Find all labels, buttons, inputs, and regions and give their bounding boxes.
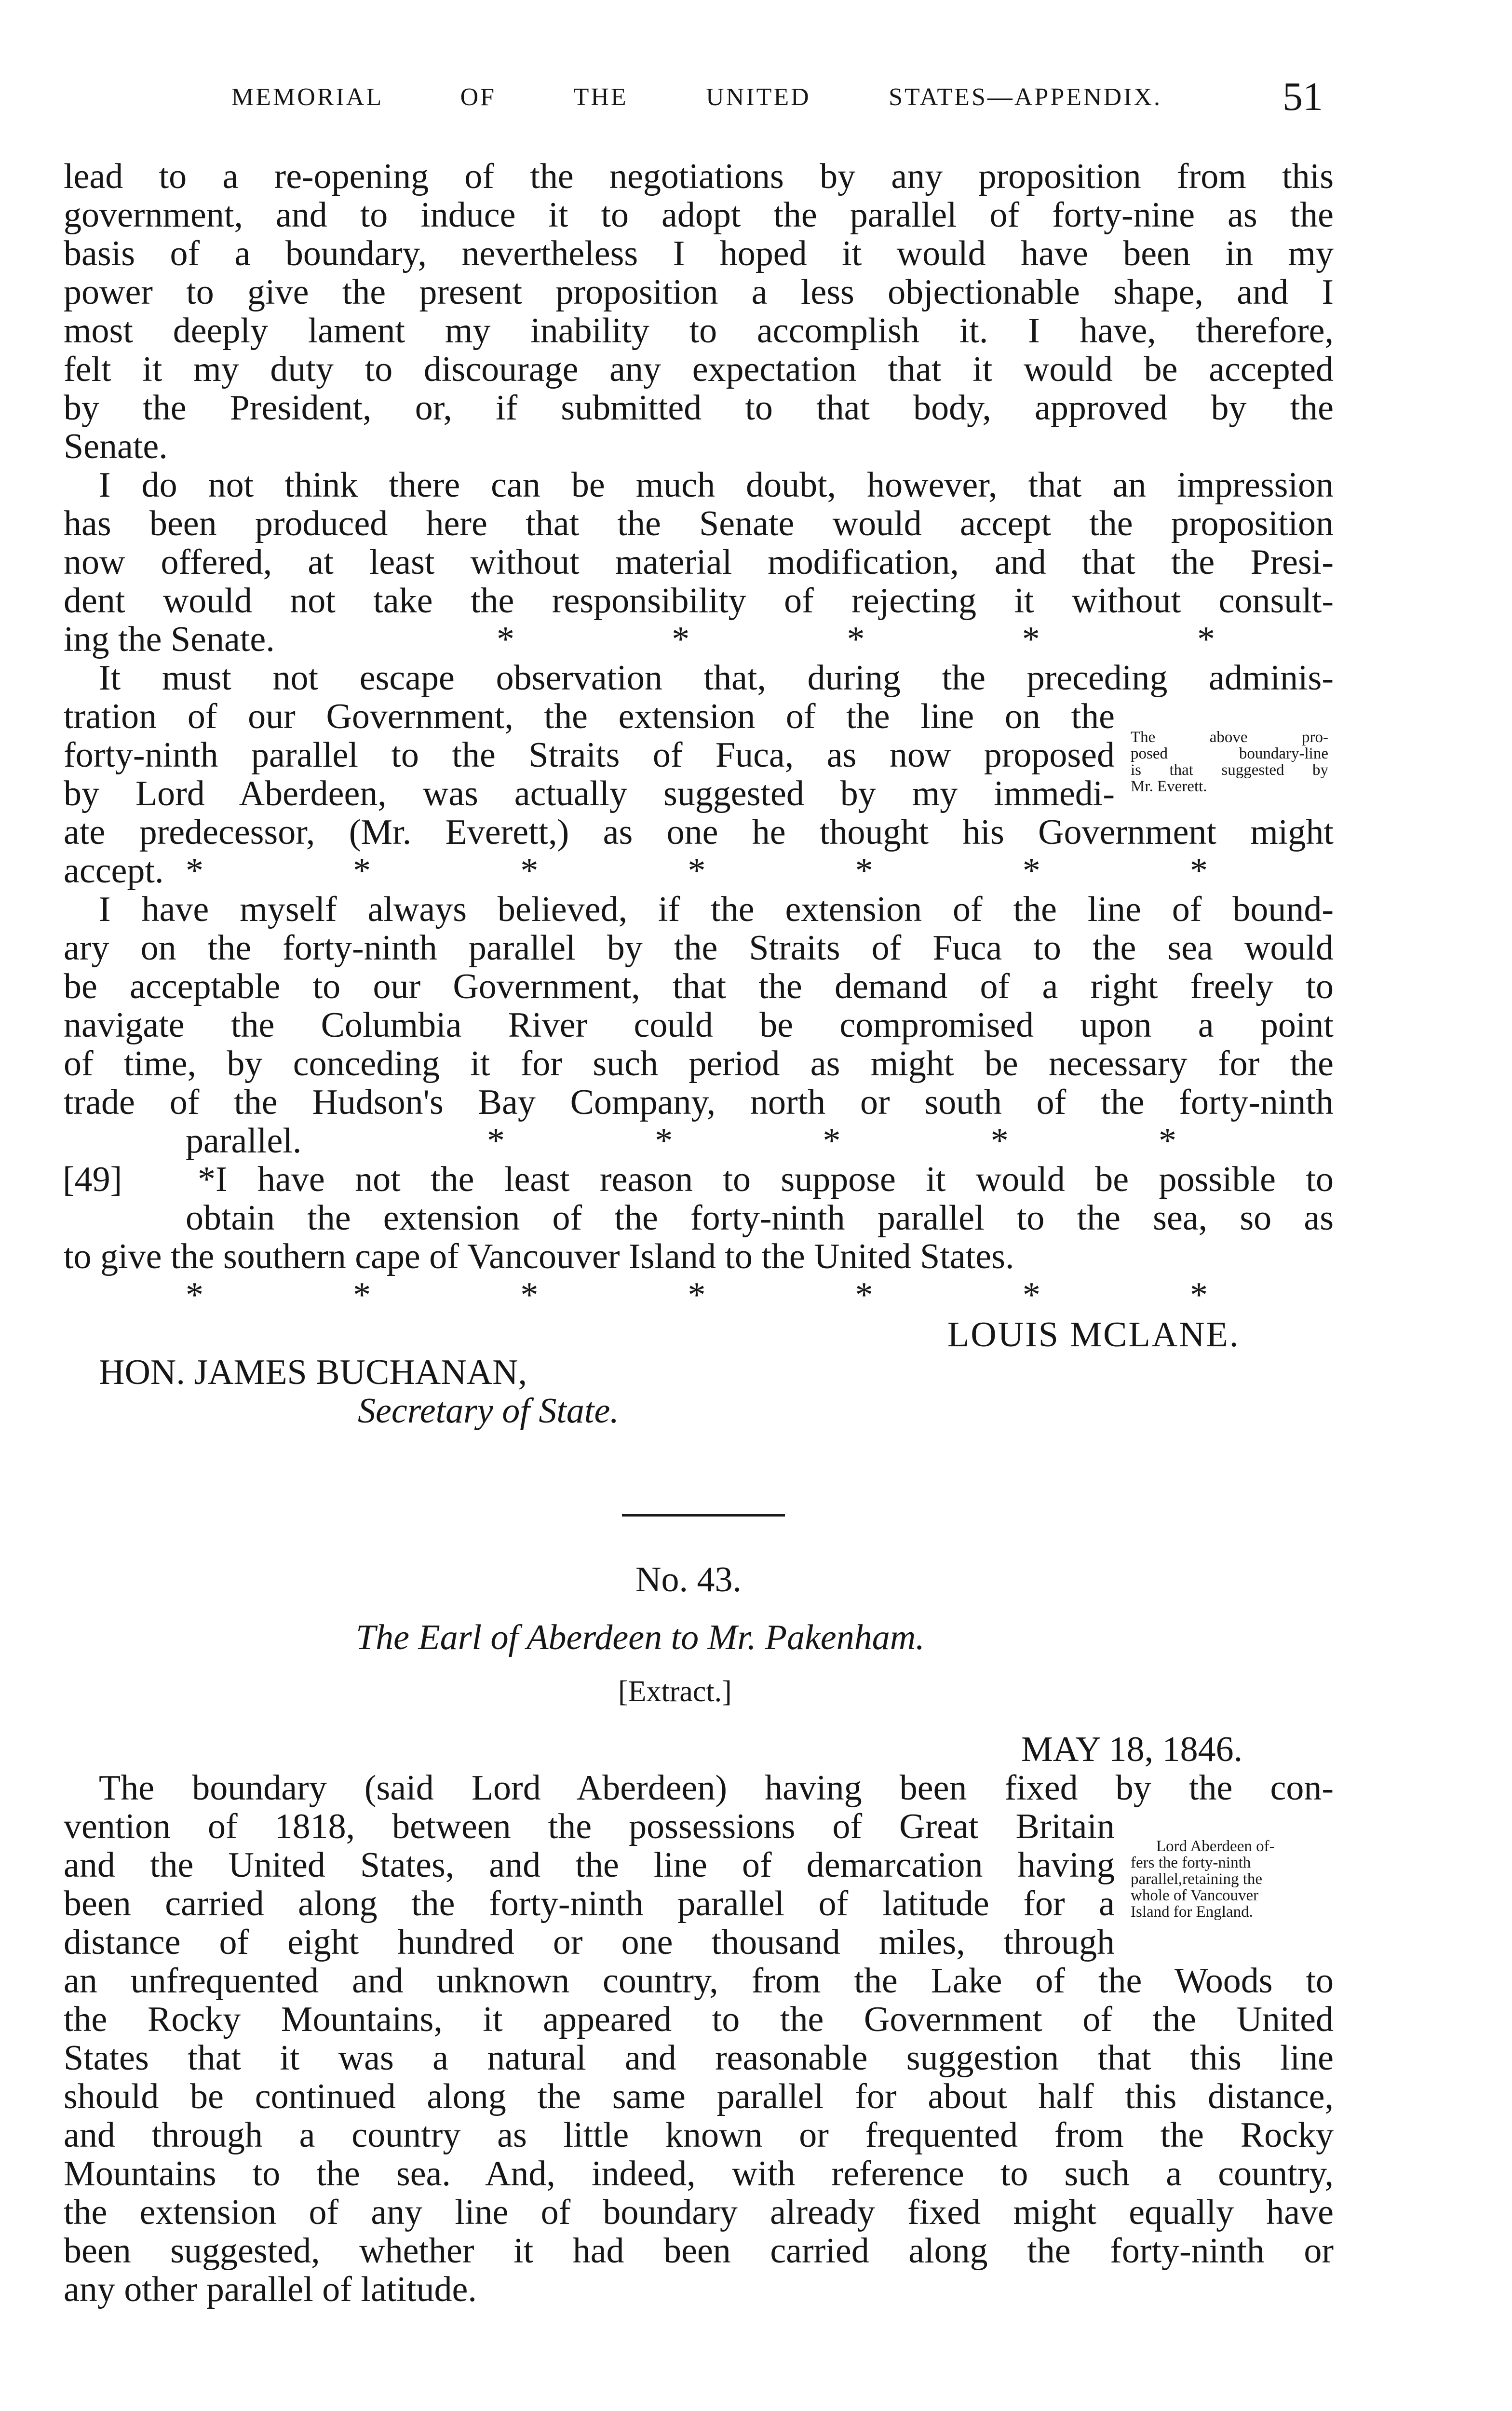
body-line: Mountains to the sea. And, indeed, with reference to such a country,	[64, 2154, 1334, 2194]
signature: LOUIS MCLANE.	[947, 1315, 1240, 1354]
body-line: been suggested, whether it had been carried along the forty-ninth or	[64, 2231, 1334, 2271]
body-line: parallel.	[186, 1121, 302, 1161]
body-line: has been produced here that the Senate would accept the proposition	[64, 504, 1334, 543]
body-line: by Lord Aberdeen, was actually suggested by my immedi-	[64, 774, 1115, 813]
body-line: and through a country as little known or frequented from the Rocky	[64, 2115, 1334, 2155]
ellipsis-stars: * * * * * * *	[186, 1275, 1208, 1315]
body-line: vention of 1818, between the possessions of Great Britain	[64, 1807, 1115, 1846]
margin-note-line: Lord Aberdeen of-	[1156, 1838, 1275, 1855]
document-number: No. 43.	[635, 1560, 742, 1599]
body-line: dent would not take the responsibility of rejecting it without consult-	[64, 581, 1334, 621]
ellipsis-stars: * * * * *	[497, 620, 1215, 659]
margin-note-line: is that suggested by	[1131, 761, 1328, 779]
body-line: ate predecessor, (Mr. Everett,) as one he thought his Government might	[64, 813, 1334, 852]
body-line: I have myself always believed, if the extension of the line of bound-	[99, 890, 1334, 929]
margin-note-line: whole of Vancouver	[1131, 1887, 1259, 1904]
body-line: to give the southern cape of Vancouver Island to the United States.	[64, 1237, 1014, 1276]
body-line: the Rocky Mountains, it appeared to the Government of the United	[64, 2000, 1334, 2039]
body-line: by the President, or, if submitted to that body, approved by the	[64, 388, 1334, 428]
page-number: 51	[1282, 74, 1323, 119]
body-line: the extension of any line of boundary already fixed might equally have	[64, 2193, 1334, 2232]
body-line: *I have not the least reason to suppose it would be possible to	[198, 1160, 1334, 1199]
body-line: accept.	[64, 851, 164, 891]
body-line: I do not think there can be much doubt, however, that an impression	[99, 465, 1334, 505]
body-line: States that it was a natural and reasonable suggestion that this line	[64, 2038, 1334, 2078]
body-line: be acceptable to our Government, that the demand of a right freely to	[64, 967, 1334, 1006]
body-line: ing the Senate.	[64, 620, 275, 659]
margin-note-line: fers the forty-ninth	[1131, 1854, 1251, 1871]
page-marker: [49]	[63, 1160, 122, 1199]
body-line: felt it my duty to discourage any expectation that it would be accepted	[64, 350, 1334, 389]
body-line: obtain the extension of the forty-ninth parallel to the sea, so as	[186, 1198, 1334, 1238]
body-line: should be continued along the same parallel for about half this distance,	[64, 2077, 1334, 2116]
body-line: navigate the Columbia River could be compromised upon a point	[64, 1005, 1334, 1045]
body-line: The boundary (said Lord Aberdeen) having been fixed by the con-	[99, 1768, 1334, 1808]
margin-note-line: parallel,retaining the	[1131, 1870, 1263, 1888]
body-line: now offered, at least without material modification, and that the Presi-	[64, 542, 1334, 582]
ellipsis-stars: * * * * *	[487, 1121, 1176, 1161]
body-line: Senate.	[64, 427, 168, 466]
ellipsis-stars: * * * * * * *	[186, 851, 1208, 891]
section-divider	[622, 1514, 785, 1517]
body-line: power to give the present proposition a less objectionable shape, and I	[64, 272, 1334, 312]
margin-note-line: The above pro-	[1131, 729, 1328, 746]
margin-note-line: Island for England.	[1131, 1903, 1253, 1921]
margin-note-line: Mr. Everett.	[1131, 778, 1207, 795]
body-line: an unfrequented and unknown country, from the Lake of the Woods to	[64, 1961, 1334, 2001]
body-line: lead to a re-opening of the negotiations by any proposition from this	[64, 157, 1334, 196]
letter-date: MAY 18, 1846.	[1021, 1730, 1243, 1769]
addressee-name: HON. JAMES BUCHANAN,	[99, 1353, 527, 1392]
body-line: distance of eight hundred or one thousand miles, through	[64, 1923, 1115, 1962]
body-line: any other parallel of latitude.	[64, 2270, 477, 2309]
extract-label: [Extract.]	[618, 1675, 732, 1708]
body-line: of time, by conceding it for such period as might be necessary for the	[64, 1044, 1334, 1084]
body-line: been carried along the forty-ninth parallel of latitude for a	[64, 1884, 1115, 1923]
body-line: basis of a boundary, nevertheless I hoped it would have been in my	[64, 234, 1334, 273]
body-line: forty-ninth parallel to the Straits of Fuca, as now proposed	[64, 735, 1115, 775]
body-line: trade of the Hudson's Bay Company, north or south of the forty-ninth	[64, 1083, 1334, 1122]
body-line: government, and to induce it to adopt the parallel of forty-nine as the	[64, 195, 1334, 235]
body-line: ary on the forty-ninth parallel by the Straits of Fuca to the sea would	[64, 928, 1334, 968]
document-title: The Earl of Aberdeen to Mr. Pakenham.	[356, 1618, 925, 1657]
margin-note-line: posed boundary-line	[1131, 745, 1328, 762]
body-line: and the United States, and the line of demarcation having	[64, 1845, 1115, 1885]
addressee-title: Secretary of State.	[358, 1391, 619, 1431]
body-line: most deeply lament my inability to accomplish it. I have, therefore,	[64, 311, 1334, 351]
body-line: It must not escape observation that, during the preceding adminis-	[99, 658, 1334, 698]
running-head: MEMORIAL OF THE UNITED STATES—APPENDIX.	[231, 83, 1162, 111]
body-line: tration of our Government, the extension of the line on the	[64, 697, 1115, 736]
